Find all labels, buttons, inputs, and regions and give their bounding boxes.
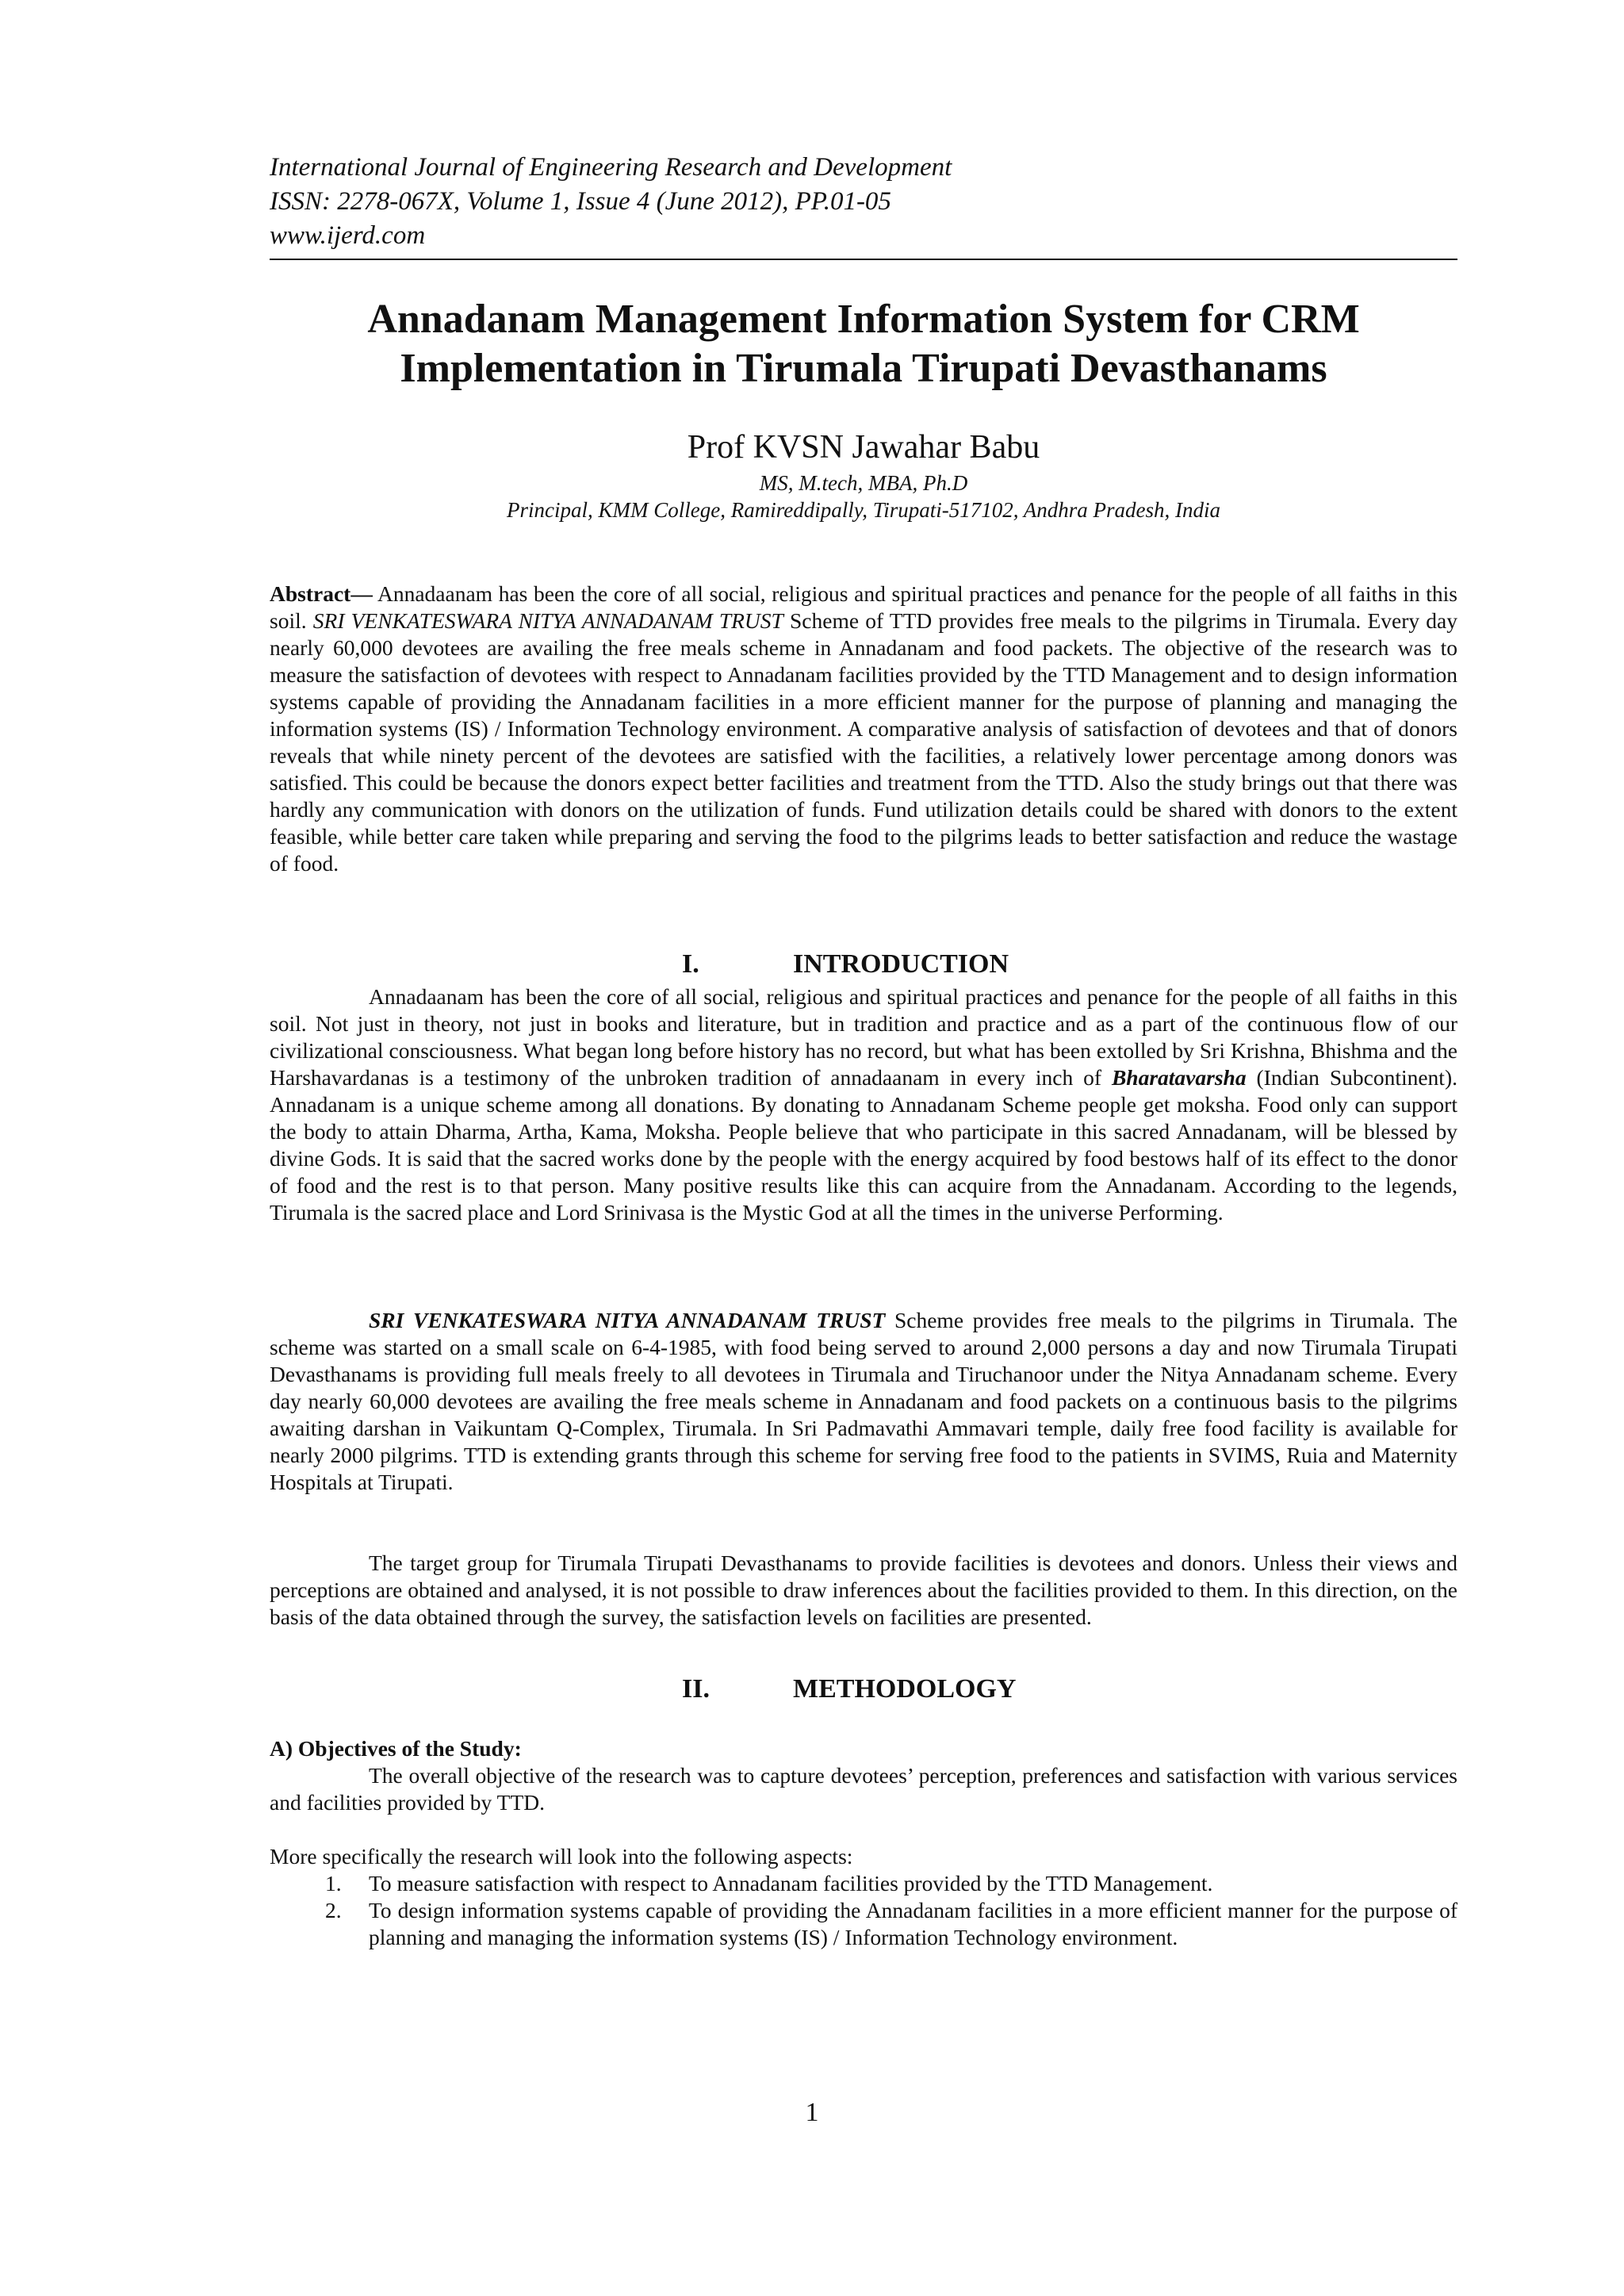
objectives-subheading: A) Objectives of the Study: xyxy=(270,1736,522,1761)
methodology-paragraph-1: The overall objective of the research was to capture devotees’ perception, preferences and satisfaction with various services and facilities provided by TTD. xyxy=(270,1763,1457,1815)
section-2-title: METHODOLOGY xyxy=(793,1674,1017,1704)
intro-paragraph-3: The target group for Tirumala Tirupati Devasthanams to provide facilities is devotees and donors. Unless their views and perceptions are obtained and analysed, it is not possible to draw inferences about the facilities provided to them. In this direction, on the basis of the data obtained through the survey, the satisfaction levels on facilities are presented. xyxy=(270,1550,1457,1629)
list-item-text: To design information systems capable of providing the Annadanam facilities in a more efficient manner for the purpose of planning and managing the information systems (IS) / Information Technology environment. xyxy=(369,1898,1457,1949)
methodology-paragraph-2: More specifically the research will look into the following aspects: xyxy=(270,1844,853,1869)
list-item xyxy=(270,1870,1457,1897)
objectives-list xyxy=(270,1870,1457,1951)
intro-paragraph-1 xyxy=(270,983,1457,1226)
journal-issn: ISSN: 2278-067X, Volume 1, Issue 4 (June 2012), PP.01-05 xyxy=(270,187,891,216)
abstract xyxy=(270,581,1457,877)
journal-name: International Journal of Engineering Research and Development xyxy=(270,153,952,182)
section-2-number: II. xyxy=(682,1674,710,1704)
list-item xyxy=(270,1897,1457,1951)
title-line-1: Annadanam Management Information System for CRM xyxy=(367,297,1360,342)
paper-title xyxy=(270,295,1457,393)
abstract-text-2: Scheme of TTD provides free meals to the pilgrims in Tirumala. Every day nearly 60,000 devotees are availing the free meals scheme in Annadanam and food packets. The objective of the research was to measure the satisfaction of devotees with respect to Annadanam facilities provided by the TTD Management and to design information systems capable of providing the Annadanam facilities in a more efficient manner for the purpose of planning and managing the information systems (IS) / Information Technology environment. A comparative analysis of satisfaction of devotees and that of donors reveals that while ninety percent of the devotees are satisfied with the facilities, a relatively lower percentage among donors was satisfied. This could be because the donors expect better facilities and treatment from the TTD. Also the study brings out that there was hardly any communication with donors on the utilization of funds. Fund utilization details could be shared with donors to the extent feasible, while better care taken while preparing and serving the food to the pilgrims leads to better satisfaction and reduce the wastage of food. xyxy=(270,608,1457,876)
intro-p1-part-a: Annadaanam has been the core of all social, religious and spiritual practices and penance for the people of all faiths in this soil. Not just in theory, not just in books and literature, but in tradition and practice and as a part of the continuous flow of our civilizational consciousness. What began long before history has no record, but what has been extolled by Sri Krishna, Bhishma and the Harshavardanas is a testimony of the unbroken tradition of annadaanam in every inch of xyxy=(270,984,1457,1090)
abstract-label: Abstract— xyxy=(270,581,373,606)
abstract-trust-name: SRI VENKATESWARA NITYA ANNADANAM TRUST xyxy=(312,608,783,633)
section-1-title: INTRODUCTION xyxy=(793,949,1009,979)
author-name: Prof KVSN Jawahar Babu xyxy=(687,429,1040,466)
author-affiliation: Principal, KMM College, Ramireddipally, Tirupati-517102, Andhra Pradesh, India xyxy=(507,498,1220,522)
intro-p2-trust-name: SRI VENKATESWARA NITYA ANNADANAM TRUST xyxy=(369,1308,886,1332)
list-item-number: 1. xyxy=(325,1871,342,1895)
intro-p1-emphasis: Bharatavarsha xyxy=(1111,1065,1247,1090)
page-number: 1 xyxy=(805,2098,819,2127)
intro-p1-part-b: (Indian Subcontinent). Annadanam is a unique scheme among all donations. By donating to Annadanam Scheme people get moksha. Food only can support the body to attain Dharma, Artha, Kama, Moksha. People believe that who participate in this sacred Annadanam, will be blessed by divine Gods. It is said that the sacred works done by the people with the energy acquired by food bestows half of its effect to the donor of food and the rest is to that person. Many positive results like this can acquire from the Annadanam. According to the legends, Tirumala is the sacred place and Lord Srinivasa is the Mystic God at all the times in the universe Performing. xyxy=(270,1065,1457,1225)
author-degrees: MS, M.tech, MBA, Ph.D xyxy=(759,471,968,495)
list-item-text: To measure satisfaction with respect to Annadanam facilities provided by the TTD Management. xyxy=(369,1871,1213,1895)
abstract-text-1: Annadaanam has been the core of all social, religious and spiritual practices and penance for the people of all faiths in this soil. xyxy=(270,581,1457,633)
list-item-number: 2. xyxy=(325,1898,342,1922)
intro-p2-text: Scheme provides free meals to the pilgrims in Tirumala. The scheme was started on a small scale on 6-4-1985, with food being served to around 2,000 persons a day and now Tirumala Tirupati Devasthanams is providing full meals freely to all devotees in Tirumala and Tiruchanoor under the Nitya Annadanam scheme. Every day nearly 60,000 devotees are availing the free meals scheme in Annadanam and food packets on a continuous basis to the pilgrims awaiting darshan in Vaikuntam Q-Complex, Tirumala. In Sri Padmavathi Ammavari temple, daily free food facility is available for nearly 2000 pilgrims. TTD is extending grants through this scheme for serving free food to the patients in SVIMS, Ruia and Maternity Hospitals at Tirupati. xyxy=(270,1308,1457,1494)
section-1-number: I. xyxy=(682,949,699,979)
intro-paragraph-2 xyxy=(270,1307,1457,1496)
title-line-2: Implementation in Tirumala Tirupati Devasthanams xyxy=(400,346,1327,391)
header-rule xyxy=(270,259,1457,260)
journal-website[interactable]: www.ijerd.com xyxy=(270,221,426,250)
journal-header xyxy=(270,151,1459,253)
